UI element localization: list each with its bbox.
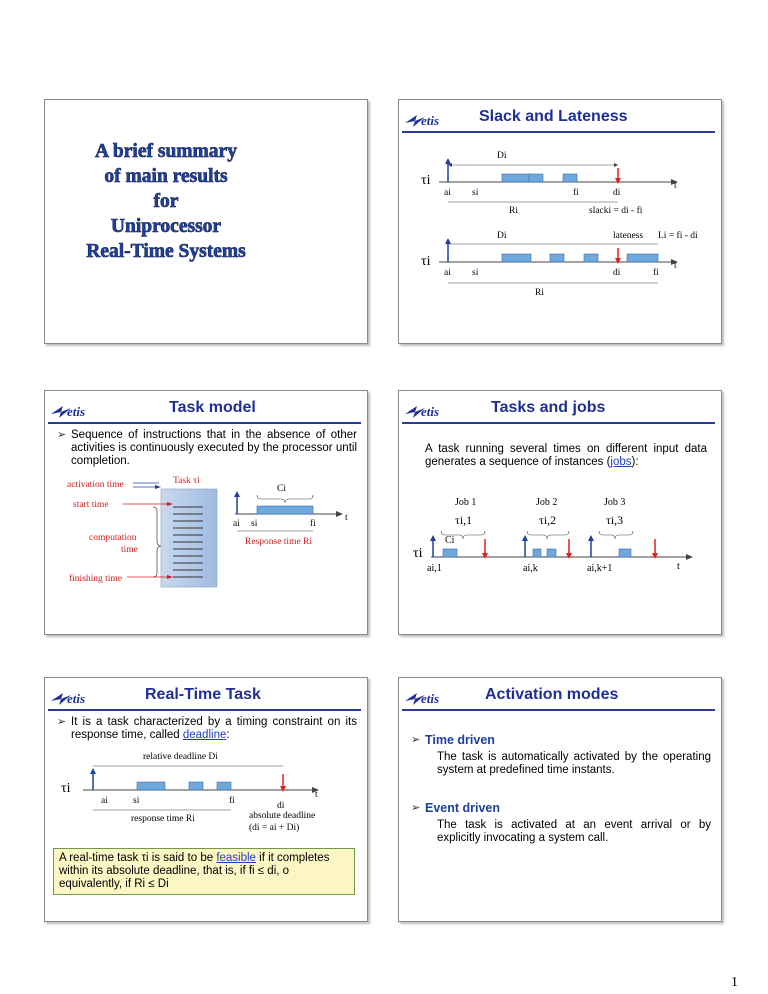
svg-text:etis: etis [421, 404, 440, 419]
svg-text:etis: etis [67, 691, 86, 706]
summary-line-5: Real-Time Systems [86, 241, 246, 262]
activation-time-label: activation time [67, 480, 124, 490]
t-label: t [345, 513, 348, 523]
bottom-f-label: fi [653, 268, 659, 278]
slide-title: Activation modes [485, 686, 619, 703]
finishing-time-label: finishing time [69, 574, 123, 584]
event-driven-body: The task is activated at an event arrival or by explicitly invocating a system call. [437, 819, 711, 844]
tau-1-label: τi,1 [455, 513, 473, 527]
top-D-label: Di [497, 151, 507, 161]
top-task-label: τi [421, 173, 431, 188]
bottom-a-label: ai [444, 268, 451, 278]
retis-logo [403, 687, 477, 709]
response-time-label: Response time Ri [245, 537, 313, 547]
bottom-s-label: si [472, 268, 479, 278]
slide-realtime-task [44, 677, 368, 922]
slide-activation-modes [398, 677, 722, 922]
summary-line-4: Uniprocessor [110, 216, 222, 237]
summary-line-1: A brief summary [95, 141, 237, 162]
summary-line-3: for [153, 191, 179, 212]
bottom-d-label: di [613, 268, 621, 278]
time-driven-body: The task is automatically activated by the operating system at predefined time instants. [437, 751, 711, 776]
slide-tasks-jobs [398, 390, 722, 635]
bullet-arrow-icon: ➢ [57, 429, 67, 441]
d-label: di [277, 801, 285, 811]
C-label: Ci [277, 484, 286, 494]
response-time-label: response time Ri [131, 814, 195, 824]
arrival-k1-label: ai,k+1 [587, 563, 613, 574]
realtime-bullet: ➢ It is a task characterized by a timing constraint on its response time, called deadline: [57, 716, 357, 741]
bottom-task-label: τi [421, 254, 431, 269]
jobs-diagram [399, 391, 721, 634]
task-label: τi [61, 781, 71, 796]
bottom-t-label: t [674, 261, 677, 271]
top-f-label: fi [573, 188, 579, 198]
bullet-arrow-icon: ➢ [411, 734, 421, 746]
arrival-1-label: ai,1 [427, 563, 442, 574]
svg-text:time: time [121, 545, 138, 555]
slide-title: Task model [169, 399, 256, 416]
f-label: fi [229, 796, 235, 806]
bullet-arrow-icon: ➢ [411, 802, 421, 814]
deadline-link[interactable]: deadline [182, 729, 227, 741]
job-2-label: Job 2 [536, 497, 558, 508]
top-s-label: si [472, 188, 479, 198]
page-number: 1 [731, 975, 738, 990]
relative-deadline-label: relative deadline Di [143, 752, 218, 762]
tau-3-label: τi,3 [606, 513, 624, 527]
t-label: t [677, 561, 680, 572]
bottom-D-label: Di [497, 231, 507, 241]
tau-2-label: τi,2 [539, 513, 557, 527]
slide-header [399, 678, 721, 712]
top-t-label: t [674, 181, 677, 191]
slide-title: Slack and Lateness [479, 108, 628, 125]
slide-title: Real-Time Task [145, 686, 261, 703]
summary-title-art [45, 100, 367, 343]
top-R-label: Ri [509, 206, 518, 216]
absolute-deadline-label: absolute deadline [249, 811, 316, 821]
C-label: Ci [445, 535, 455, 546]
activation-item-time [411, 734, 711, 777]
svg-text:etis: etis [67, 404, 86, 419]
jobs-link[interactable]: jobs [610, 456, 632, 468]
s-label: si [251, 519, 258, 529]
job-3-label: Job 3 [604, 497, 626, 508]
slide-task-model [44, 390, 368, 635]
bottom-R-label: Ri [535, 288, 544, 298]
summary-line-2: of main results [104, 166, 228, 187]
s-label: si [133, 796, 140, 806]
lateness-formula: Li = fi - di [658, 231, 698, 241]
slack-diagram [399, 100, 721, 343]
feasible-box: A real-time task τi is said to be feasible if it completes within its absolute deadline, that is, if fi ≤ di, o equivalently, if Ri ≤ Di [53, 848, 355, 895]
top-a-label: ai [444, 188, 451, 198]
slide-slack-lateness [398, 99, 722, 344]
arrival-k-label: ai,k [523, 563, 538, 574]
start-time-label: start time [73, 500, 109, 510]
lateness-label: lateness [613, 231, 644, 241]
feasible-link[interactable]: feasible [216, 852, 256, 864]
slide-title: Tasks and jobs [491, 399, 606, 416]
bullet-arrow-icon: ➢ [57, 716, 67, 728]
time-driven-heading: Time driven [425, 733, 495, 747]
activation-item-event [411, 802, 711, 845]
absolute-formula: (di = ai + Di) [249, 823, 300, 833]
task-model-bullet: ➢ Sequence of instructions that in the absence of other activities is continuously executed by the processor until completion. [57, 429, 357, 467]
a-label: ai [101, 796, 108, 806]
job-1-label: Job 1 [455, 497, 477, 508]
task-model-diagram [45, 391, 367, 634]
slide-summary [44, 99, 368, 344]
tasks-jobs-text: A task running several times on different input data generates a sequence of instances (jobs): [425, 443, 707, 468]
f-label: fi [310, 519, 316, 529]
svg-text:etis: etis [421, 113, 440, 128]
task-label: τi [413, 546, 423, 561]
slack-formula: slacki = di - fi [589, 206, 643, 216]
a-label: ai [233, 519, 240, 529]
task-label: Task τi [173, 476, 200, 486]
computation-time-label: computation [89, 533, 137, 543]
svg-text:etis: etis [421, 691, 440, 706]
event-driven-heading: Event driven [425, 801, 501, 815]
t-label: t [315, 790, 318, 800]
header-rule [402, 709, 715, 711]
top-d-label: di [613, 188, 621, 198]
